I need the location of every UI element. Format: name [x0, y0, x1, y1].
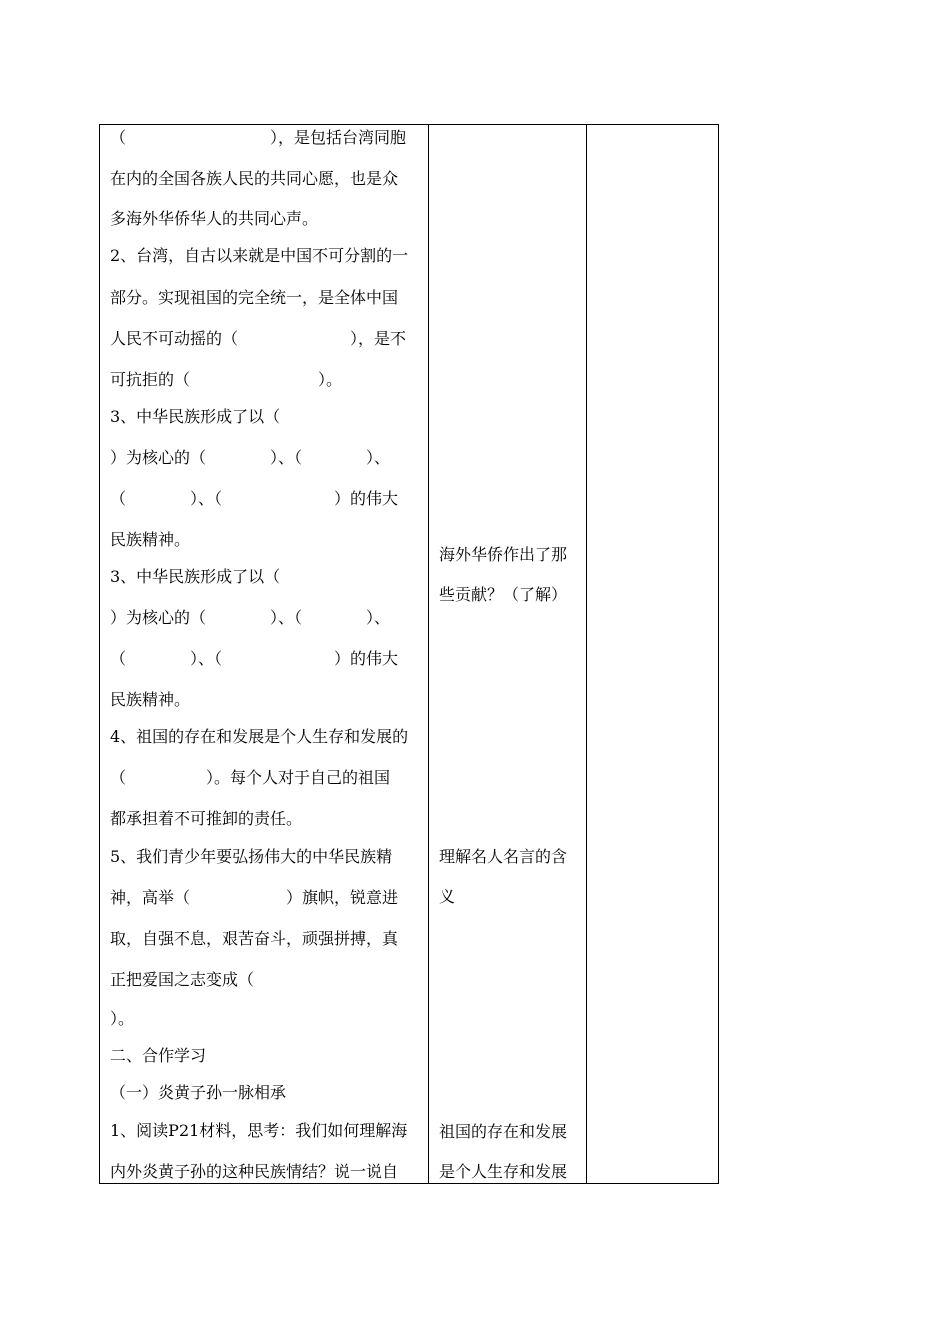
text-line: 4、祖国的存在和发展是个人生存和发展的	[110, 727, 409, 746]
text-line: ）为核心的（ ）、（ ）、	[110, 448, 391, 467]
text-line: 可抗拒的（ ）。	[110, 370, 343, 389]
text-line: 民族精神。	[110, 690, 191, 709]
text-line: 2、台湾，自古以来就是中国不可分割的一	[110, 246, 409, 265]
text-line: 在内的全国各族人民的共同心愿，也是众	[110, 169, 399, 188]
note-line: 祖国的存在和发展	[439, 1122, 568, 1141]
note-line: 义	[439, 887, 456, 906]
subsection-heading: （一）炎黄子孙一脉相承	[110, 1083, 287, 1102]
text-line: 多海外华侨华人的共同心声。	[110, 209, 319, 228]
text-line: （ ）、（ ）的伟大	[110, 489, 399, 508]
text-line: 正把爱国之志变成（	[110, 970, 255, 989]
text-line: （ ）。每个人对于自己的祖国	[110, 768, 391, 787]
text-line: ）为核心的（ ）、（ ）、	[110, 608, 391, 627]
text-line: 内外炎黄子孙的这种民族情结？说一说自	[110, 1162, 399, 1181]
text-line: （ ），是包括台湾同胞	[110, 128, 407, 147]
text-line: 3、中华民族形成了以（	[110, 407, 281, 426]
text-line: 民族精神。	[110, 530, 191, 549]
note-line: 是个人生存和发展	[439, 1162, 568, 1181]
text-line: ）。	[110, 1009, 135, 1028]
text-line: 3、中华民族形成了以（	[110, 567, 281, 586]
text-line: （ ）、（ ）的伟大	[110, 649, 399, 668]
lesson-table	[99, 124, 719, 1184]
note-line: 些贡献？（了解）	[439, 585, 568, 604]
text-line: 5、我们青少年要弘扬伟大的中华民族精	[110, 847, 393, 866]
notes-column	[100, 125, 718, 1183]
text-line: 都承担着不可推卸的责任。	[110, 809, 303, 828]
text-line: 人民不可动摇的（ ），是不	[110, 329, 407, 348]
note-line: 海外华侨作出了那	[439, 545, 568, 564]
text-line: 取，自强不息，艰苦奋斗，顽强拼搏，真	[110, 929, 399, 948]
text-line: 神，高举（ ）旗帜，锐意进	[110, 888, 399, 907]
text-line: 部分。实现祖国的完全统一，是全体中国	[110, 288, 399, 307]
section-heading: 二、合作学习	[110, 1046, 207, 1065]
note-line: 理解名人名言的含	[439, 847, 568, 866]
text-line: 1、阅读P21材料，思考：我们如何理解海	[110, 1121, 408, 1140]
